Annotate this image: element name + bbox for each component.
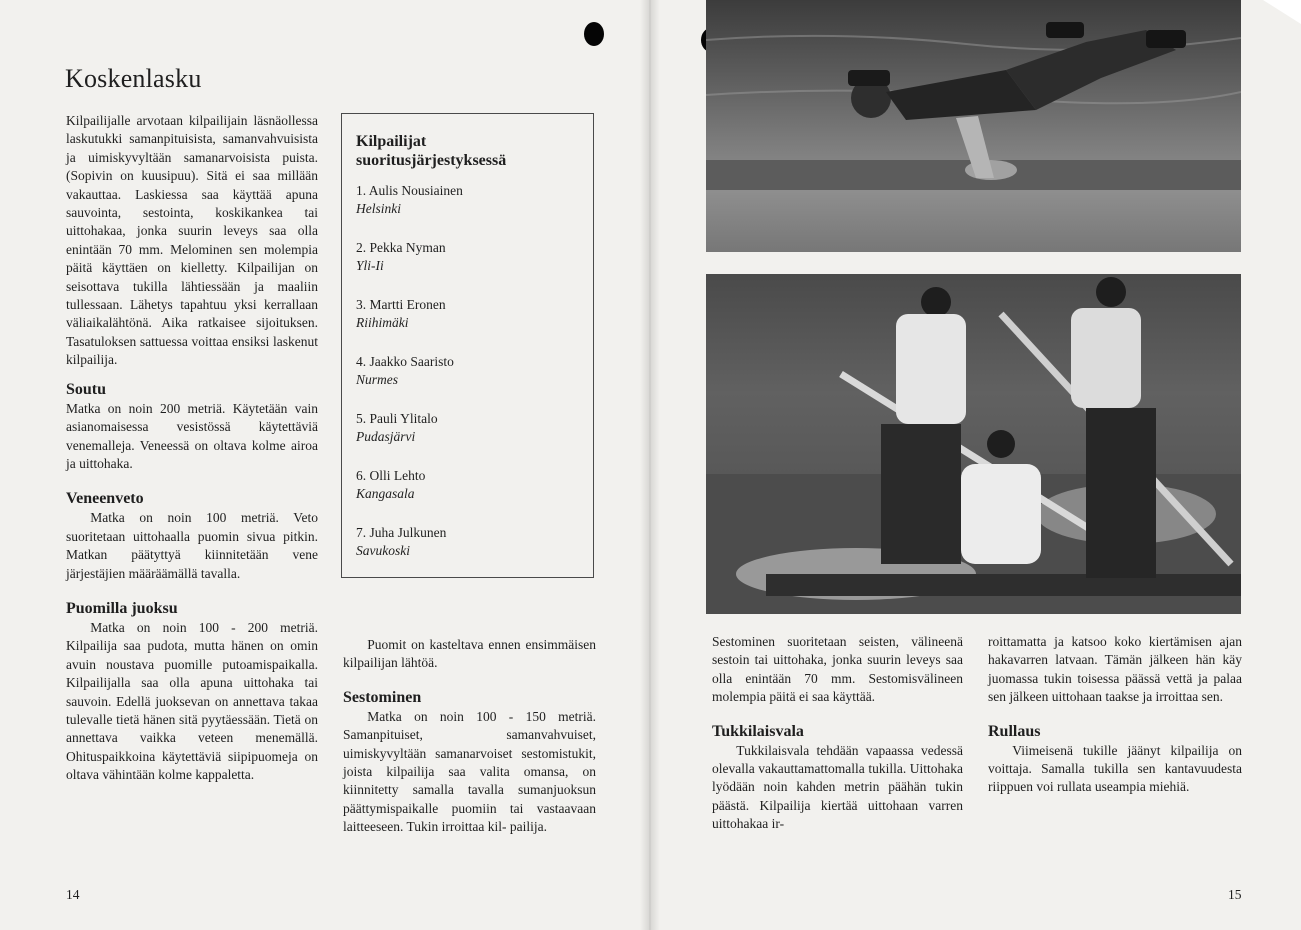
- section-heading-tukkilaisvala: Tukkilaisvala: [712, 722, 804, 740]
- section-heading-puomilla-juoksu: Puomilla juoksu: [66, 599, 178, 617]
- photo-log-rolling-graphic: [706, 274, 1241, 614]
- section-text-tukkilaisvala: Tukkilaisvala tehdään vapaassa vedessä olevalla vakauttamattomalla tukilla. Uittohaka lyödään noin kahden metrin päähän tukin päästä. Kilpailija kiertää uittohaan varren uittohakaa ir-: [712, 742, 963, 832]
- participant-item: [356, 467, 579, 503]
- participant-name: 1. Aulis Nousiainen: [356, 183, 463, 198]
- participant-name: 5. Pauli Ylitalo: [356, 411, 438, 426]
- participant-item: [356, 524, 579, 560]
- continuation-paragraph: Puomit on kasteltava ennen ensimmäisen kilpailijan lähtöä.: [343, 637, 596, 671]
- participant-name: 4. Jaakko Saaristo: [356, 354, 454, 369]
- left-column: [66, 112, 318, 785]
- page-title: Koskenlasku: [65, 64, 202, 93]
- participant-place: Riihimäki: [356, 315, 409, 330]
- participant-item: [356, 296, 579, 332]
- participant-item: [356, 182, 579, 218]
- section-text-rullaus: Viimeisenä tukille jäänyt kilpailija on voittaja. Samalla tukilla sen kantavuudesta riippuen voi rullata useampia miehiä.: [988, 742, 1242, 795]
- section-heading-rullaus: Rullaus: [988, 722, 1041, 740]
- participant-item: [356, 239, 579, 275]
- page-number-left: 14: [66, 887, 80, 902]
- photo-log-rolling: [706, 274, 1241, 614]
- participant-place: Pudasjärvi: [356, 429, 416, 444]
- section-text-soutu: Matka on noin 200 metriä. Käytetään vain asianomaisessa vesistössä käytettäviä venemalleja. Veneessä on oltava kolme airoa ja uittohaka.: [66, 400, 318, 471]
- photo-log-balancer: [706, 0, 1241, 252]
- participants-box: [341, 113, 594, 578]
- section-text-veneenveto: Matka on noin 100 metriä. Veto suoritetaan uittohaalla puomin sivua pitkin. Matkan päätyttyä kiinnitetään vene järjestäjien määräämällä tavalla.: [66, 510, 318, 581]
- section-text-sestominen: Matka on noin 100 - 150 metriä. Samanpituiset, samanvahvuiset, uimiskyvyltään samanarvoiset sestomistukit, joista kilpailija saa valita omansa, on kiinnitetty samalla tavalla sumanjuoksun päättymispaikalle puomiin tai vastaavaan laitteeseen. Tukin irroittaa kil- pailija.: [343, 708, 596, 835]
- participant-item: [356, 353, 579, 389]
- participant-name: 6. Olli Lehto: [356, 468, 426, 483]
- participant-name: 3. Martti Eronen: [356, 297, 446, 312]
- tukkilaisvala-continued: roittamatta ja katsoo koko kiertämisen ajan hakavarren latvaan. Tämän jälkeen hän käy juomassa tukin toisessa päässä vettä ja palaa sen jälkeen uittohaan taakse ja irroittaa sen.: [988, 634, 1242, 705]
- participant-name: 2. Pekka Nyman: [356, 240, 446, 255]
- participant-place: Yli-Ii: [356, 258, 384, 273]
- participant-item: [356, 410, 579, 446]
- participant-place: Savukoski: [356, 543, 410, 558]
- participant-name: 7. Juha Julkunen: [356, 525, 447, 540]
- section-heading-veneenveto: Veneenveto: [66, 490, 144, 508]
- photo-log-balancer-graphic: [706, 0, 1241, 252]
- participants-title: Kilpailijat suoritusjärjestyksessä: [356, 133, 507, 169]
- section-text-puomilla-juoksu: Matka on noin 100 - 200 metriä. Kilpailija saa pudota, mutta hänen on omin avuin noustava puomille putoamispaikalla. Kilpailijalla saa olla apuna uittohaka tai sauvoin. Edellä juoksevan on annettava takaa tulevalle tietä hänen sitä pyytäessään. Tietä on annettava vaikka veteen menemällä. Ohituspaikkoina käytettäviä siipipuomeja on oltava vähintään kolme kappaletta.: [66, 619, 318, 783]
- punch-hole: [584, 22, 604, 46]
- right-column-2: [988, 633, 1242, 797]
- sestominen-continued: Sestominen suoritetaan seisten, välineenä sestoin tai uittohaka, jonka suurin leveys saa olla enintään 70 mm. Sestomisvälineen molempia päitä ei saa käyttää.: [712, 634, 963, 705]
- page-gutter: [640, 0, 660, 930]
- section-heading-soutu: Soutu: [66, 380, 107, 398]
- page-number-right: 15: [1228, 887, 1242, 902]
- section-heading-sestominen: Sestominen: [343, 688, 422, 706]
- page-corner-fold: [1263, 0, 1301, 24]
- participant-place: Nurmes: [356, 372, 399, 387]
- right-column-1: [712, 633, 963, 834]
- participant-place: Kangasala: [356, 486, 415, 501]
- intro-paragraph: Kilpailijalle arvotaan kilpailijain läsnäollessa laskutukki samanpituisista, samanvahvuisista ja uimiskyvyltään samanarvoisista puista. (Sopivin on kuusipuu). Sitä ei saa millään vakauttaa. Laskiessa saa käyttää apuna sauvointa, sestointa, koskikankea tai uittohakaa, jonka suurin leveys saa olla enintään 70 mm. Melominen sen molempia päitä käyttäen on kielletty. Kilpailijan on seisottava tukilla lähtiessään ja maaliin tullessaan. Lähetys tapahtuu yksi kerrallaan väliaikalähtönä. Aika ratkaisee sijoituksen. Tasatuloksen sattuessa voittaa ensiksi laskenut kilpailija.: [66, 113, 318, 368]
- left-page: [0, 0, 648, 930]
- middle-column: [343, 636, 596, 837]
- participant-place: Helsinki: [356, 201, 401, 216]
